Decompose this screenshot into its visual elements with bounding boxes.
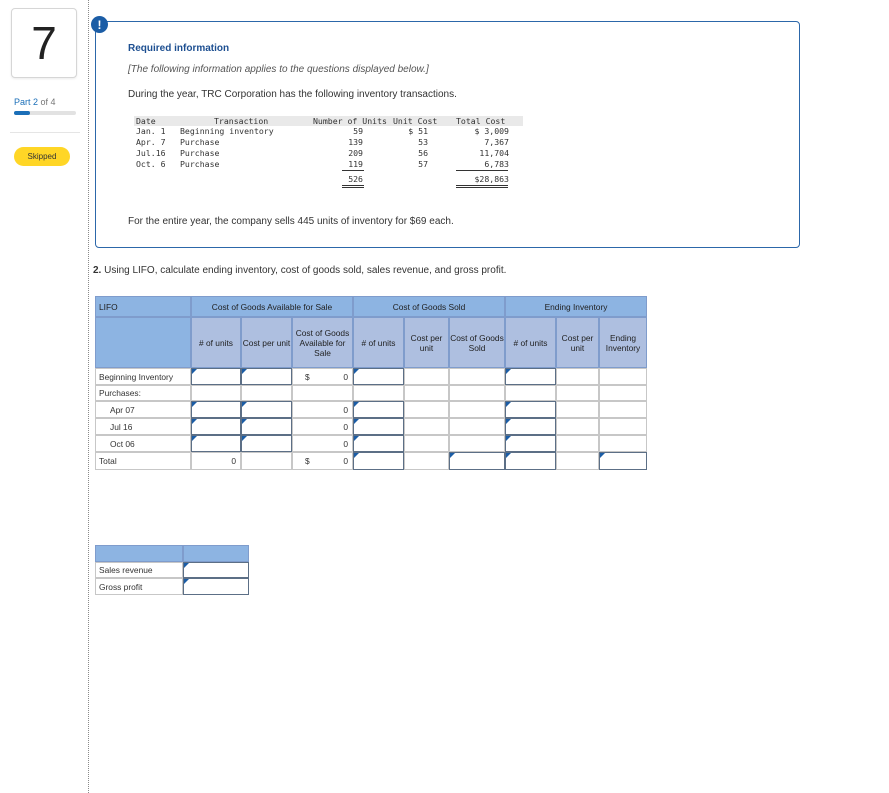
beginning-cogs-units-input[interactable] (353, 368, 404, 385)
beginning-cogs-cost-per-unit (404, 368, 449, 385)
oct-cogs-cost-per-unit (404, 435, 449, 452)
tx-transaction: Purchase (180, 148, 220, 158)
sales-gross-profit-table (95, 545, 249, 595)
label-column-header (95, 317, 191, 368)
row-label-sales-revenue: Sales revenue (95, 562, 183, 578)
group-header-ending-inventory: Ending Inventory (505, 296, 647, 317)
info-intro: During the year, TRC Corporation has the following inventory transactions. (128, 89, 457, 100)
units-underline (342, 170, 364, 171)
tx-units: 139 (348, 137, 363, 147)
total-ei-units-input[interactable] (505, 452, 556, 470)
info-footer: For the entire year, the company sells 445 units of inventory for $69 each. (128, 216, 454, 227)
tx-unit-cost: 57 (418, 159, 428, 169)
jul-ei-units-input[interactable] (505, 418, 556, 435)
sales-header-value (183, 545, 249, 562)
jul-ei-cost-per-unit (556, 418, 599, 435)
rail-separator-line (88, 0, 89, 793)
jul-ending-inventory (599, 418, 647, 435)
tx-date: Jan. 1 (136, 126, 166, 136)
total-cogas-value (292, 452, 353, 470)
tx-total: 7,367 (484, 137, 509, 147)
tx-units: 59 (353, 126, 363, 136)
tx-units: 209 (348, 148, 363, 158)
apr-ei-units-input[interactable] (505, 401, 556, 418)
col-header-date: Date (136, 116, 156, 126)
tx-date: Oct. 6 (136, 159, 166, 169)
oct-ei-cost-per-unit (556, 435, 599, 452)
row-label-total: Total (95, 452, 191, 470)
subheader-cost-per-unit: Cost per unit (241, 317, 292, 368)
subheader-ending-inventory: Ending Inventory (599, 317, 647, 368)
question-number: 7 (31, 17, 57, 69)
question-number-box[interactable] (11, 8, 77, 78)
purchases-blank (404, 385, 449, 401)
jul-cogs-units-input[interactable] (353, 418, 404, 435)
sales-revenue-input[interactable] (183, 562, 249, 578)
tx-unit-cost: 53 (418, 137, 428, 147)
apr-ei-cost-per-unit (556, 401, 599, 418)
gross-profit-input[interactable] (183, 578, 249, 595)
beginning-cost-per-unit-input[interactable] (241, 368, 292, 385)
apr-ending-inventory (599, 401, 647, 418)
col-header-total-cost: Total Cost (456, 116, 506, 126)
currency-symbol: $ (305, 456, 310, 466)
oct-ei-units-input[interactable] (505, 435, 556, 452)
subheader-cogs-units: # of units (353, 317, 404, 368)
beginning-ei-cost-per-unit (556, 368, 599, 385)
total-cogs-cost-per-unit (404, 452, 449, 470)
tx-units: 119 (348, 159, 363, 169)
beginning-cogas-value (292, 368, 353, 385)
group-header-cogas: Cost of Goods Available for Sale (191, 296, 353, 317)
total-underline (456, 170, 508, 171)
tx-total: 6,783 (484, 159, 509, 169)
purchases-blank (191, 385, 241, 401)
method-header: LIFO (95, 296, 191, 317)
beginning-ending-inventory (599, 368, 647, 385)
col-header-unit-cost: Unit Cost (393, 116, 438, 126)
tx-total: $ 3,009 (474, 126, 509, 136)
oct-cogs-units-input[interactable] (353, 435, 404, 452)
purchases-blank (292, 385, 353, 401)
total-cogs-units-input[interactable] (353, 452, 404, 470)
tx-total: 11,704 (479, 148, 509, 158)
tx-total-units: 526 (348, 174, 363, 184)
oct-units-input[interactable] (191, 435, 241, 452)
jul-cogs-cost-per-unit (404, 418, 449, 435)
total-cogs-input[interactable] (449, 452, 505, 470)
purchases-blank (449, 385, 505, 401)
subheader-cogs-cost-per-unit: Cost per unit (404, 317, 449, 368)
currency-symbol: $ (305, 371, 310, 382)
total-ei-cost-per-unit (556, 452, 599, 470)
total-double-underline-1 (456, 185, 508, 186)
col-header-transaction: Transaction (214, 116, 269, 126)
jul-units-input[interactable] (191, 418, 241, 435)
beginning-units-input[interactable] (191, 368, 241, 385)
subheader-cogs: Cost of Goods Sold (449, 317, 505, 368)
jul-cogas-value: 0 (292, 418, 353, 435)
question-prompt (93, 265, 506, 276)
info-note: [The following information applies to the questions displayed below.] (128, 64, 429, 75)
row-label-purchases: Purchases: (95, 385, 191, 401)
row-label-jul: Jul 16 (95, 418, 191, 435)
total-units-value: 0 (191, 452, 241, 470)
part-label: Part 2 (14, 97, 39, 107)
part-progress-bar (14, 111, 76, 115)
apr-cogs-cost-per-unit (404, 401, 449, 418)
units-double-underline-2 (342, 187, 364, 188)
part-progress-fill (14, 111, 30, 115)
oct-cogas-value: 0 (292, 435, 353, 452)
row-label-apr: Apr 07 (95, 401, 191, 418)
tx-transaction: Purchase (180, 159, 220, 169)
subheader-cogas: Cost of Goods Available for Sale (292, 317, 353, 368)
tx-unit-cost: 56 (418, 148, 428, 158)
subheader-ei-units: # of units (505, 317, 556, 368)
purchases-blank (353, 385, 404, 401)
subheader-ei-cost-per-unit: Cost per unit (556, 317, 599, 368)
tx-date: Jul.16 (136, 148, 166, 158)
subheader-units: # of units (191, 317, 241, 368)
total-ending-inventory-input[interactable] (599, 452, 647, 470)
apr-cogs-units-input[interactable] (353, 401, 404, 418)
total-cogas-amount: 0 (343, 456, 348, 466)
beginning-ei-units-input[interactable] (505, 368, 556, 385)
status-badge: Skipped (14, 147, 70, 166)
apr-cost-per-unit-input[interactable] (241, 401, 292, 418)
beginning-cogas-amount: 0 (343, 371, 348, 382)
lifo-worksheet (95, 296, 647, 470)
beginning-cogs (449, 368, 505, 385)
rail-divider (10, 132, 80, 133)
tx-transaction: Beginning inventory (180, 126, 274, 136)
units-double-underline-1 (342, 185, 364, 186)
tx-date: Apr. 7 (136, 137, 166, 147)
tx-total-cost: $28,863 (474, 174, 509, 184)
group-header-cogs: Cost of Goods Sold (353, 296, 505, 317)
purchases-blank (505, 385, 556, 401)
oct-ending-inventory (599, 435, 647, 452)
purchases-blank (599, 385, 647, 401)
tx-transaction: Purchase (180, 137, 220, 147)
alert-icon: ! (91, 16, 108, 33)
purchases-blank (556, 385, 599, 401)
row-label-beginning-inventory: Beginning Inventory (95, 368, 191, 385)
sales-header-label (95, 545, 183, 562)
col-header-units: Number of Units (313, 116, 387, 126)
jul-cost-per-unit-input[interactable] (241, 418, 292, 435)
part-of: of 4 (40, 97, 56, 107)
total-double-underline-2 (456, 187, 508, 188)
oct-cogs (449, 435, 505, 452)
tx-unit-cost: $ 51 (408, 126, 428, 136)
apr-cogs (449, 401, 505, 418)
apr-units-input[interactable] (191, 401, 241, 418)
oct-cost-per-unit-input[interactable] (241, 435, 292, 452)
question-text: Using LIFO, calculate ending inventory, cost of goods sold, sales revenue, and gross profit. (104, 265, 507, 276)
info-title: Required information (128, 43, 230, 54)
question-number-label: 2. (93, 265, 102, 276)
part-indicator (14, 97, 56, 107)
row-label-gross-profit: Gross profit (95, 578, 183, 595)
jul-cogs (449, 418, 505, 435)
total-cost-per-unit (241, 452, 292, 470)
apr-cogas-value: 0 (292, 401, 353, 418)
purchases-blank (241, 385, 292, 401)
row-label-oct: Oct 06 (95, 435, 191, 452)
